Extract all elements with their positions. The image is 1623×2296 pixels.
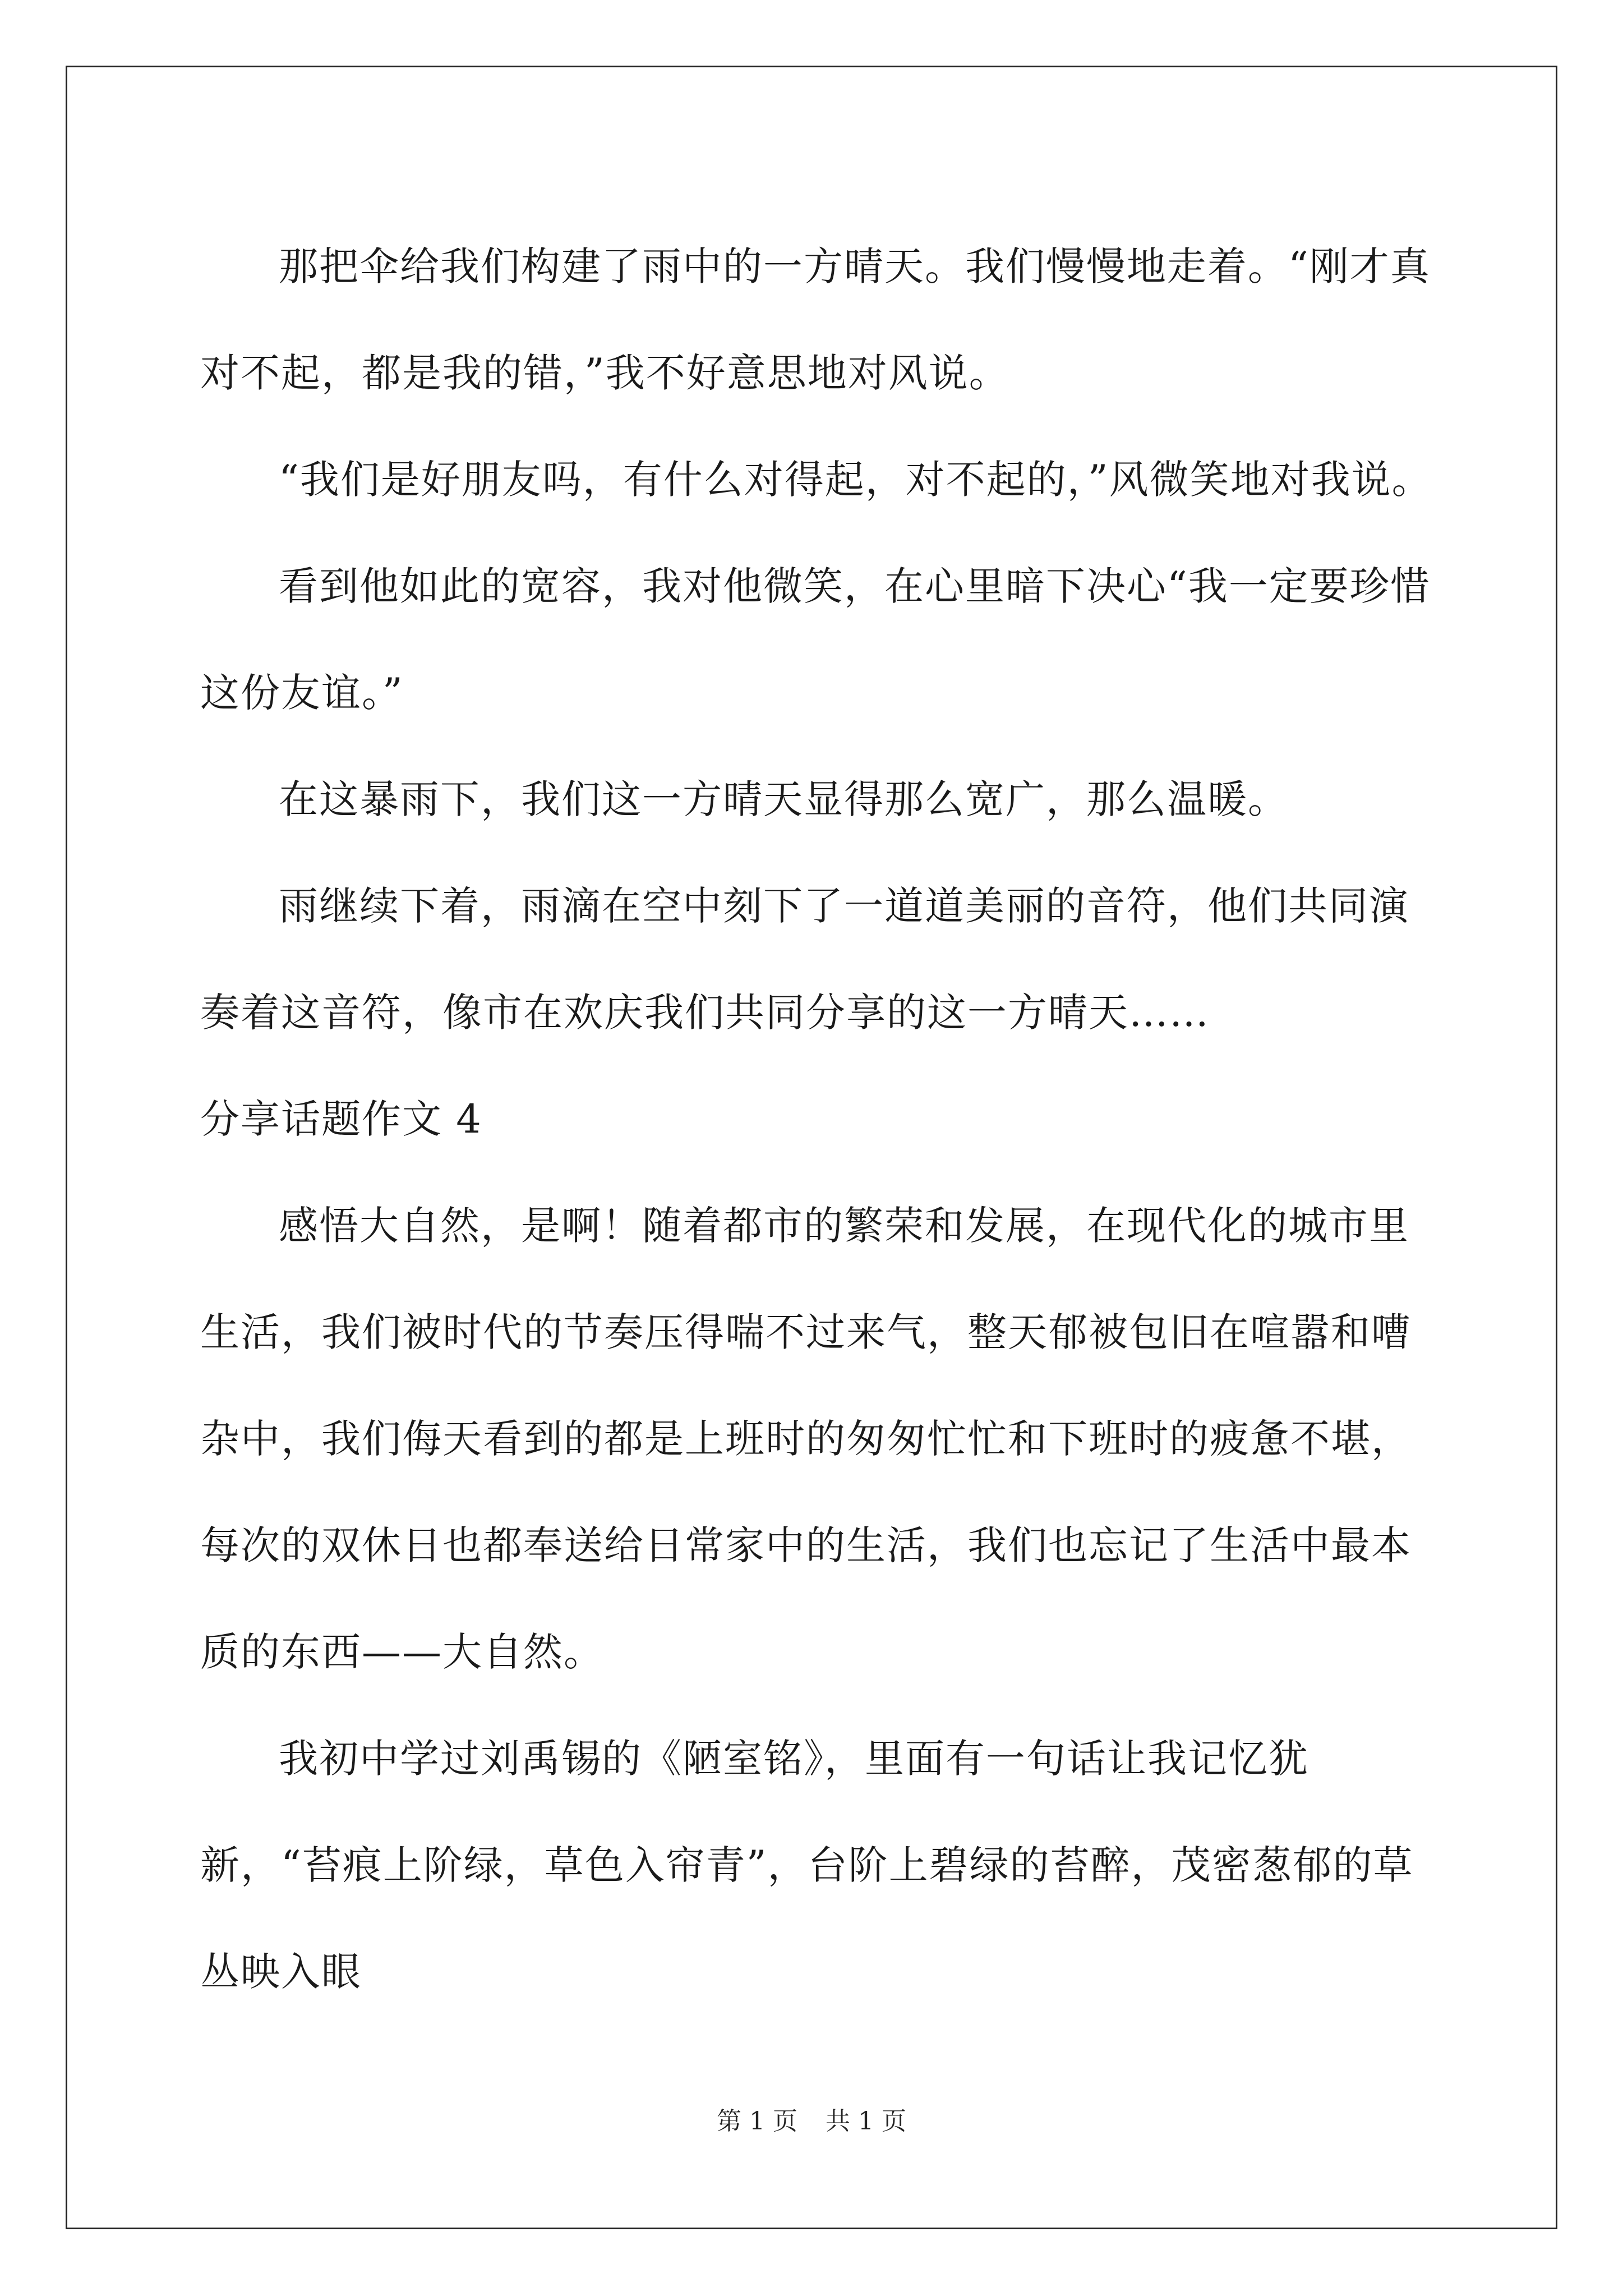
paragraph: 我初中学过刘禹锡的《陋室铭》，里面有一句话让我记忆犹新，“苔痕上阶绿，草色入帘青”，台阶上碧绿的苔醉，茂密葱郁的草丛映入眼 xyxy=(200,1736,1414,1995)
section-heading: 分享话题作文 4 xyxy=(200,1096,482,1142)
paragraph: “我们是好朋友吗，有什么对得起，对不起的，”风微笑地对我说。 xyxy=(279,457,1432,503)
paragraph: 在这暴雨下，我们这一方晴天显得那么宽广，那么温暖。 xyxy=(279,776,1288,822)
document-body xyxy=(200,213,1434,2025)
paragraph: 雨继续下着，雨滴在空中刻下了一道道美丽的音符，他们共同演奏着这音符，像市在欢庆我们共同分享的这一方晴天…… xyxy=(200,883,1409,1036)
paragraph: 看到他如此的宽容，我对他微笑，在心里暗下决心“我一定要珍惜这份友谊。” xyxy=(200,563,1431,716)
page-total: 共 1 页 xyxy=(826,2107,906,2136)
page-footer xyxy=(0,2101,1623,2137)
page-number: 第 1 页 xyxy=(717,2107,797,2136)
paragraph: 感悟大自然，是啊！随着都市的繁荣和发展，在现代化的城市里生活，我们被时代的节奏压得喘不过来气，整天郁被包旧在喧嚣和嘈杂中，我们侮天看到的都是上班时的匆匆忙忙和下班时的疲惫不堪，每次的双休日也都奉送给日常家中的生活，我们也忘记了生活中最本质的东西——大自然。 xyxy=(200,1203,1412,1675)
paragraph: 那把伞给我们构建了雨中的一方晴天。我们慢慢地走着。“刚才真对不起，都是我的错，”我不好意思地对风说。 xyxy=(200,243,1431,396)
